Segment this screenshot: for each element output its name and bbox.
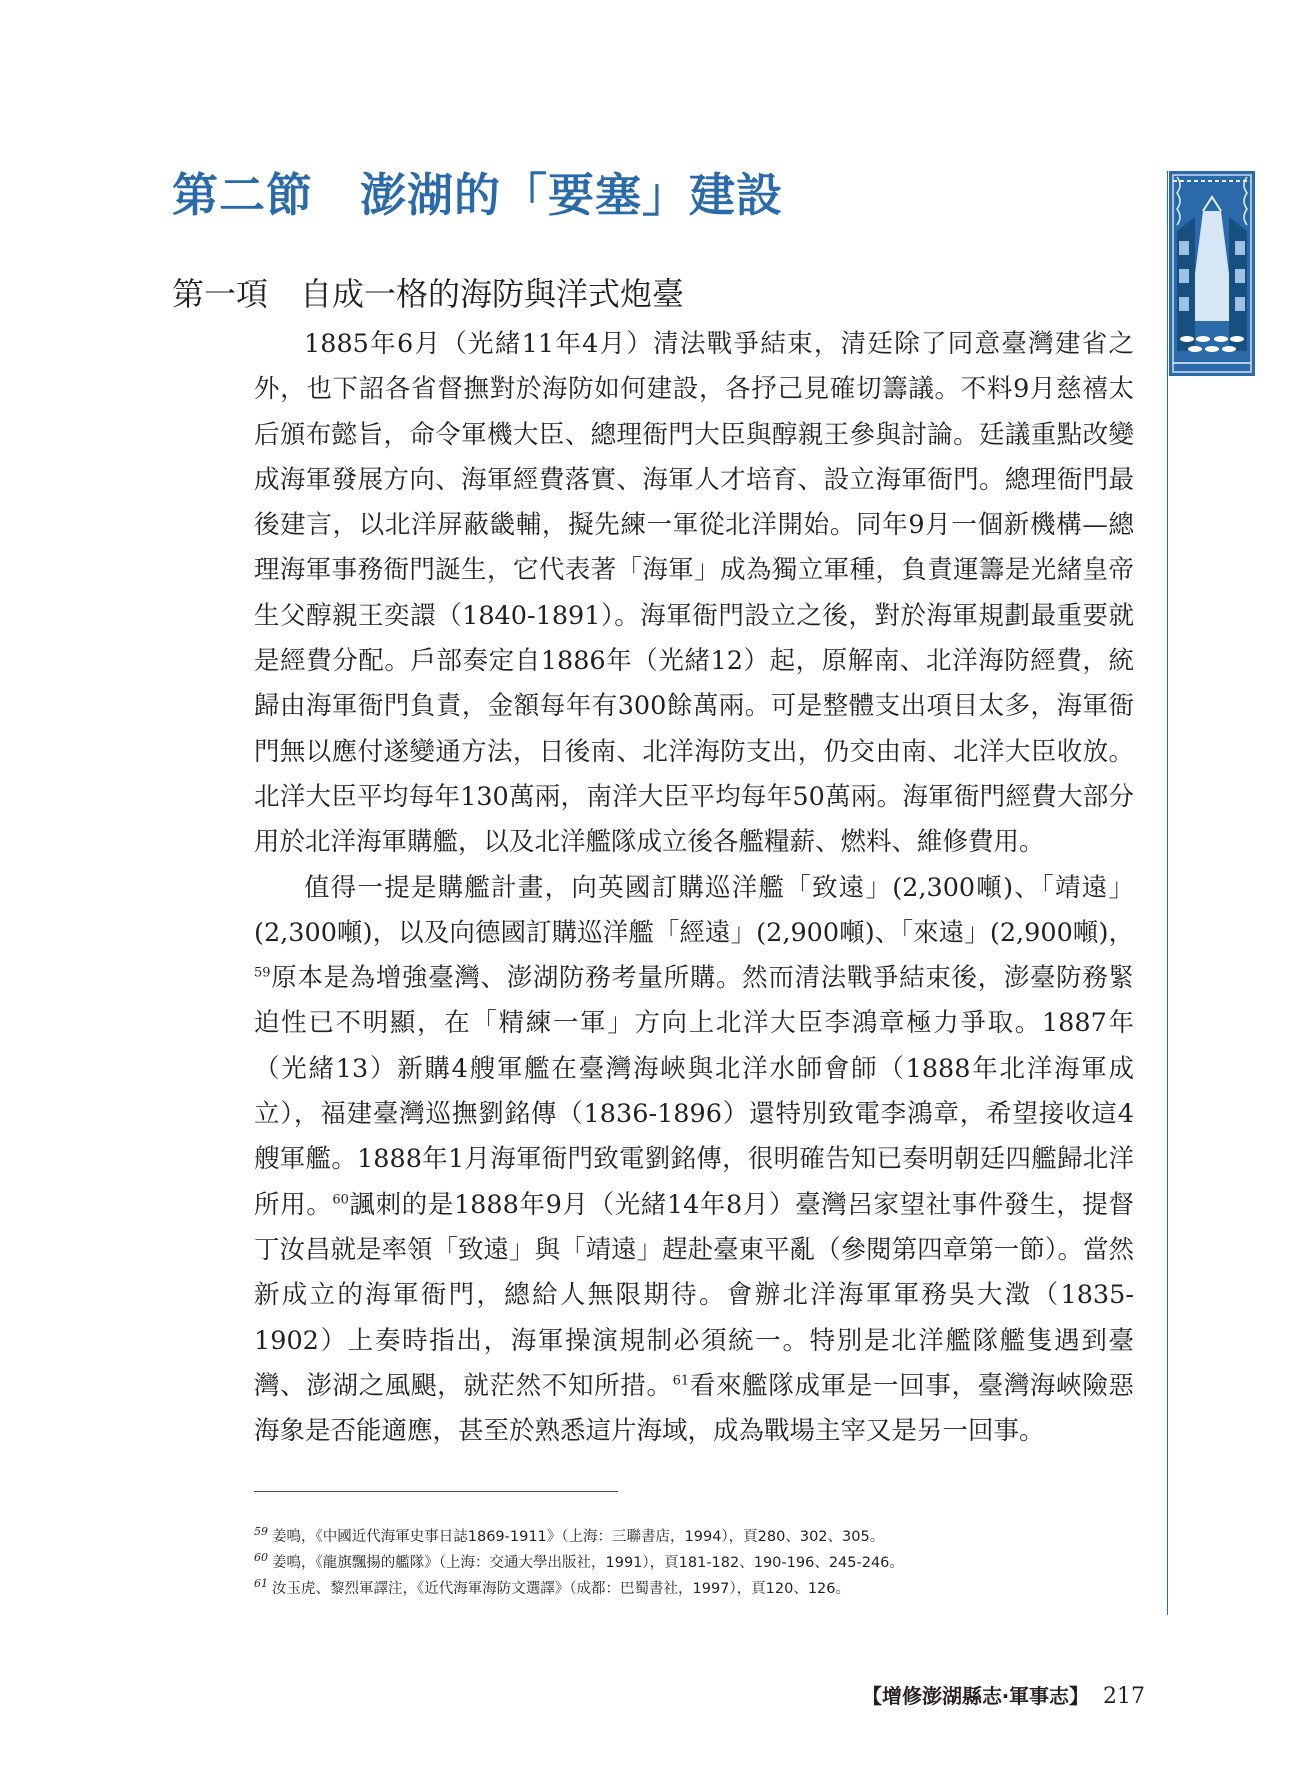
footnote-number: 59 [254, 1525, 268, 1539]
book-title: 【增修澎湖縣志‧軍事志】 [862, 1684, 1089, 1708]
decorative-illustration [1169, 171, 1255, 376]
section-title: 第二節 澎湖的「要塞」建設 [172, 168, 783, 222]
footnote-number: 61 [254, 1577, 268, 1591]
margin-rule [1167, 171, 1168, 1615]
footnote-number: 60 [254, 1551, 268, 1565]
footnote-ref[interactable]: 60 [332, 1192, 349, 1208]
footnote [254, 1550, 1154, 1576]
street-scene-icon [1169, 171, 1255, 376]
footnote-text: 汝玉虎、黎烈軍譯注，《近代海軍海防文選譯》（成都：巴蜀書社，1997），頁120、126。 [272, 1581, 851, 1597]
paragraph-text: 值得一提是購艦計畫，向英國訂購巡洋艦「致遠」(2,300噸)、「靖遠」(2,300噸)，以及向德國訂購巡洋艦「經遠」(2,900噸)、「來遠」(2,900噸)， [254, 872, 1134, 948]
footnote-text: 姜鳴，《中國近代海軍史事日誌1869-1911》（上海：三聯書店，1994），頁280、302、305。 [272, 1529, 885, 1545]
subsection-title: 第一項 自成一格的海防與洋式炮臺 [172, 275, 685, 313]
footnote-ref[interactable]: 59 [254, 965, 271, 981]
footnotes [254, 1524, 1154, 1602]
paragraph [254, 866, 1134, 1455]
paragraph-text: 原本是為增強臺灣、澎湖防務考量所購。然而清法戰爭結束後，澎臺防務緊迫性已不明顯，在「精練一軍」方向上北洋大臣李鴻章極力爭取。1887年（光緒13）新購4艘軍艦在臺灣海峽與北洋水師會師（1888年北洋海軍成立），福建臺灣巡撫劉銘傳（1836-1896）還特別致電李鴻章，希望接收這4艘軍艦。1888年1月海軍衙門致電劉銘傳，很明確告知已奏明朝廷四艦歸北洋所用。 [254, 963, 1134, 1220]
footnote-separator [254, 1491, 618, 1492]
paragraph-text: 1885年6月（光緒11年4月）清法戰爭結束，清廷除了同意臺灣建省之外，也下詔各省督撫對於海防如何建設，各抒己見確切籌議。不料9月慈禧太后頒布懿旨，命令軍機大臣、總理衙門大臣與醇親王參與討論。廷議重點改變成海軍發展方向、海軍經費落實、海軍人才培育、設立海軍衙門。總理衙門最後建言，以北洋屏蔽畿輔，擬先練一軍從北洋開始。同年9月一個新機構—總理海軍事務衙門誕生，它代表著「海軍」成為獨立軍種，負責運籌是光緒皇帝生父醇親王奕譞（1840-1891）。海軍衙門設立之後，對於海軍規劃最重要就是經費分配。戶部奏定自1886年（光緒12）起，原解南、北洋海防經費，統歸由海軍衙門負責，金額每年有300餘萬兩。可是整體支出項目太多，海軍衙門無以應付遂變通方法，日後南、北洋海防支出，仍交由南、北洋大臣收放。北洋大臣平均每年130萬兩，南洋大臣平均每年50萬兩。海軍衙門經費大部分用於北洋海軍購艦，以及北洋艦隊成立後各艦糧薪、燃料、維修費用。 [254, 329, 1134, 858]
footnote [254, 1576, 1154, 1602]
paragraph-text: 諷刺的是1888年9月（光緒14年8月）臺灣呂家望社事件發生，提督丁汝昌就是率領「致遠」與「靖遠」趕赴臺東平亂（參閱第四章第一節）。當然新成立的海軍衙門，總給人無限期待。會辦北洋海軍軍務吳大澂（1835-1902）上奏時指出，海軍操演規制必須統一。特別是北洋艦隊艦隻遇到臺灣、澎湖之風颶，就茫然不知所措。 [254, 1189, 1134, 1401]
page-number: 217 [1102, 1684, 1145, 1709]
footnote-text: 姜鳴，《龍旗飄揚的艦隊》（上海：交通大學出版社，1991），頁181-182、190-196、245-246。 [272, 1555, 904, 1571]
running-footer [862, 1680, 1145, 1709]
paragraph [254, 322, 1134, 866]
footnote-ref[interactable]: 61 [672, 1373, 690, 1389]
body-text [254, 322, 1134, 1454]
paragraph-text: 看來艦隊成軍是一回事，臺灣海峽險惡海象是否能適應，甚至於熟悉這片海域，成為戰場主宰又是另一回事。 [254, 1370, 1134, 1447]
footnote [254, 1524, 1154, 1550]
